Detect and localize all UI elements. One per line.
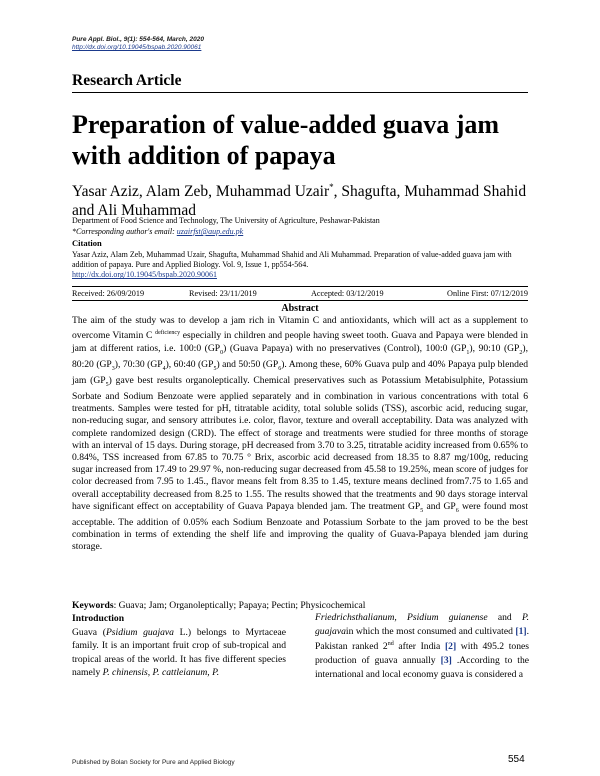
dates-row	[72, 288, 528, 299]
revised-date: Revised: 23/11/2019	[189, 289, 257, 298]
introduction-heading: Introduction	[72, 613, 125, 624]
authors-part-2: , Shagufta, Muhammad Shahid and Ali Muhammad	[72, 183, 527, 220]
paper-title: Preparation of value-added guava jam with addition of papaya	[72, 110, 500, 170]
corresponding-email-link[interactable]: uzairfst@aup.edu.pk	[176, 227, 244, 236]
header-divider	[72, 92, 528, 93]
page-number: 554	[508, 754, 525, 765]
dates-top-divider	[72, 286, 528, 287]
keywords-text: : Guava; Jam; Organoleptically; Papaya; Pectin; Physicochemical	[113, 600, 366, 611]
abstract-heading: Abstract	[281, 303, 319, 314]
reference-link-2[interactable]: [2]	[444, 641, 457, 653]
intro-right-column: Friedrichsthalianum, Psidium guianense and P. guajavain which the most consumed and cultivated [1]. Pakistan ranked 2nd after India [2] with 495.2 tones production of guava annually [3] .According to the international and local economy guava is considered a	[315, 612, 530, 680]
abstract-body: The aim of the study was to develop a jam rich in Vitamin C and antioxidants, which will act as a supplement to overcome Vitamin C $^{deficiency}$ especially in children and people having sweet tooth. Guava and Papaya were blended in jam at different ratios, i.e. 100:0 $(GP_0)$ (Guava Papaya) with no preservatives (Control), 100:0 $(GP_1)$, 90:10 $(GP_2)$, 80:20 $(GP_3)$, 70:30 $(GP_4)$, 60:40 $(GP_5)$ and 50:50 $(GP_6)$. Among these, 60% Guava pulp and 40% Papaya pulp blended jam $(GP_5)$ gave best results organoleptically. Chemical preservatives such as Potassium Metabisulphite, Potassium Sorbate and Sodium Benzoate were applied separately and in combination in various concentrations with total 6 treatments. Samples were tested for pH, titratable acidity, total soluble solids (TSS), ascorbic acid, reducing sugar, non-reducing sugar, and sensory attributes i.e. color, flavor, texture and overall acceptability. Data was analyzed with complete randomized design (CRD). The effect of storage and treatments were studied for three months of storage with an interval of 15 days. During storage, pH decreased from 3.70 to 3.25, titratable acidity increased from 0.65% to 0.84%, TSS increased from 67.85 to 70.75 ° Brix, ascorbic acid decreased from 18.35 to 8.87 mg/100g, reducing sugar increased from 17.49 to 29.97 %, non-reducing sugar decreased from 45.58 to 19.25%, mean score of judges for color decreased from 7.95 to 1.45., flavor means felt from 8.35 to 1.45, texture means declined from7.75 to 1.65 and overall acceptability decreased from 8.25 to 1.55. The results showed that the treatments and 90 days storage interval have significant effect on acceptability of Guava Papaya blended jam. The treatment $GP_5$ and $GP_6$ were found most acceptable. The addition of 0.05% each Sodium Benzoate and Potassium Sorbate to the jam proved to be the best combination in terms of extending the shelf life and improving the quality of Guava-Papaya blended jam during storage.	[72, 315, 529, 553]
intro-left-column: Introduction Guava (Psidium guajava L.) belongs to Myrtaceae family. It is an important fruit crop of sub-tropical and tropical areas of the world. It has five different species namely P. chinensis, P. cattleianum, P.	[72, 613, 286, 679]
dates-bottom-divider	[72, 300, 528, 301]
doi-header-link[interactable]: http://dx.doi.org/10.19045/bspab.2020.90061	[72, 44, 202, 51]
journal-citation-header: Pure Appl. Biol., 9(1): 554-564, March, 2020	[72, 36, 204, 43]
citation-block	[72, 250, 534, 281]
author-list	[72, 178, 540, 220]
article-type-label: Research Article	[72, 72, 182, 89]
received-date: Received: 26/09/2019	[72, 289, 145, 298]
keywords-label: Keywords	[72, 600, 114, 611]
corresponding-label: *Corresponding author's email:	[72, 227, 177, 236]
corresponding-author-mark: *	[329, 182, 334, 192]
citation-text: Yasar Aziz, Alam Zeb, Muhammad Uzair, Shagufta, Muhammad Shahid and Ali Muhammad. Preparation of value-added guava jam with addition of papaya. Pure and Applied Biology. Vol. 9, Issue 1, pp554-564.	[72, 250, 512, 270]
affiliation: Department of Food Science and Technology, The University of Agriculture, Peshawar-Pakistan	[72, 216, 380, 225]
corresponding-email-line	[72, 227, 534, 237]
authors-part-1: Yasar Aziz, Alam Zeb, Muhammad Uzair	[72, 183, 330, 201]
publisher-footer: Published by Bolan Society for Pure and Applied Biology	[72, 759, 235, 766]
citation-heading: Citation	[72, 238, 102, 248]
accepted-date: Accepted: 03/12/2019	[311, 289, 384, 298]
citation-doi-link[interactable]: http://dx.doi.org/10.19045/bspab.2020.90061	[72, 270, 217, 280]
online-first-date: Online First: 07/12/2019	[447, 289, 528, 298]
reference-link-1[interactable]: [1]	[515, 625, 527, 637]
reference-link-3[interactable]: [3]	[440, 654, 452, 666]
